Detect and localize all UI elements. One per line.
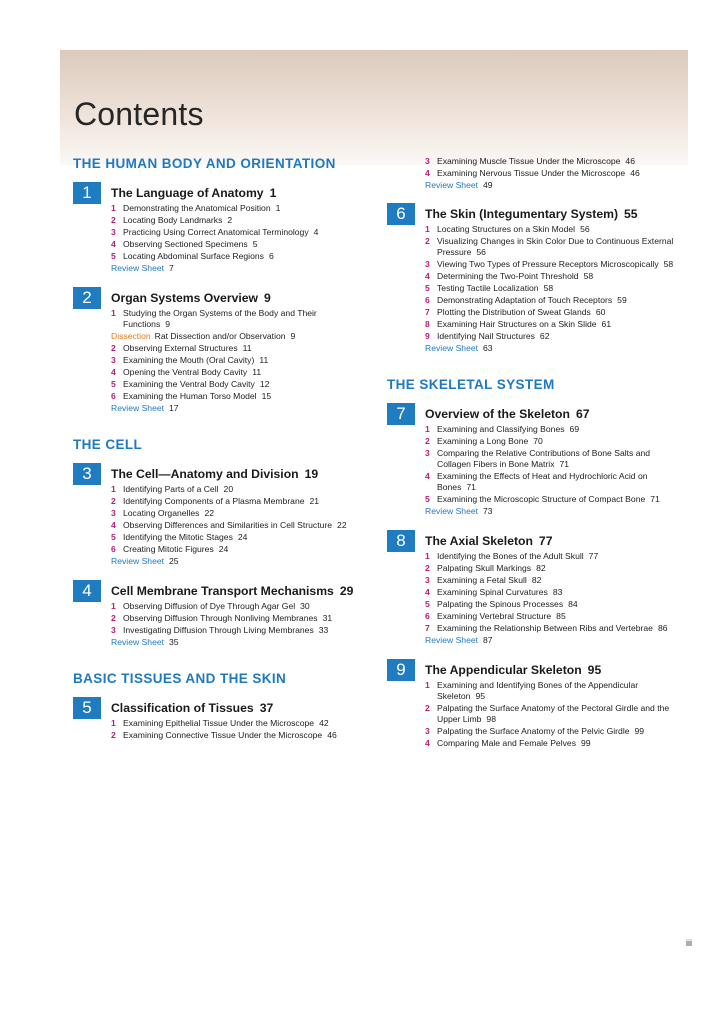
chapter-number-badge: 9 xyxy=(387,659,415,681)
exercise-page-number: 22 xyxy=(204,508,214,518)
review-sheet-link[interactable] xyxy=(425,180,677,191)
exercise-page-number: 6 xyxy=(268,251,274,261)
exercise-title: Examining the Ventral Body Cavity xyxy=(123,379,255,389)
exercise-item[interactable] xyxy=(111,215,363,226)
chapter-3 xyxy=(73,463,363,567)
review-sheet-page-number: 49 xyxy=(483,180,493,190)
exercise-number: 2 xyxy=(111,343,116,353)
exercise-item[interactable] xyxy=(111,730,363,741)
exercise-number: 1 xyxy=(425,424,430,434)
exercise-item[interactable] xyxy=(111,391,363,402)
exercise-number: 7 xyxy=(425,623,430,633)
exercise-title: Examining the Relationship Between Ribs and Vertebrae xyxy=(437,623,653,633)
exercise-page-number: 59 xyxy=(617,295,627,305)
review-sheet-page-number: 87 xyxy=(483,635,493,645)
exercise-item[interactable] xyxy=(425,599,677,610)
exercise-number: 4 xyxy=(111,367,116,377)
chapter-number-badge: 5 xyxy=(73,697,101,719)
exercise-number: 4 xyxy=(111,520,116,530)
exercise-title: Examining the Mouth (Oral Cavity) xyxy=(123,355,255,365)
exercise-title: Observing Differences and Similarities in Cell Structure xyxy=(123,520,333,530)
exercise-page-number: 82 xyxy=(536,563,546,573)
exercise-title: Visualizing Changes in Skin Color Due to Continuous External Pressure xyxy=(437,236,674,257)
exercise-number: 3 xyxy=(111,227,116,237)
review-sheet-link[interactable] xyxy=(111,637,363,648)
exercise-title: Examining a Long Bone xyxy=(437,436,529,446)
exercise-number: 6 xyxy=(111,544,116,554)
exercise-number: 1 xyxy=(425,680,430,690)
exercise-title: Examining and Classifying Bones xyxy=(437,424,565,434)
exercise-number: 1 xyxy=(111,718,116,728)
exercise-item[interactable] xyxy=(425,331,677,342)
exercise-number: 1 xyxy=(425,224,430,234)
chapter-5 xyxy=(73,697,363,741)
exercise-page-number: 60 xyxy=(595,307,606,317)
exercise-title: Creating Mitotic Figures xyxy=(123,544,214,554)
exercise-number: 1 xyxy=(111,484,116,494)
exercise-page-number: 24 xyxy=(237,532,248,542)
exercise-title: Determining the Two-Point Threshold xyxy=(437,271,579,281)
review-sheet-page-number: 73 xyxy=(483,506,493,516)
exercise-page-number: 69 xyxy=(569,424,580,434)
chapter-title-text: Cell Membrane Transport Mechanisms xyxy=(111,584,334,598)
review-sheet-label: Review Sheet xyxy=(111,403,165,413)
exercise-title: Locating Structures on a Skin Model xyxy=(437,224,576,234)
chapter-number-badge: 8 xyxy=(387,530,415,552)
exercise-number: 1 xyxy=(111,601,116,611)
chapter-title-text: The Language of Anatomy xyxy=(111,186,264,200)
exercise-number: 4 xyxy=(425,168,430,178)
chapter-page-number: 95 xyxy=(587,663,602,677)
chapter-title[interactable] xyxy=(425,203,677,222)
exercise-number: 8 xyxy=(425,319,430,329)
exercise-page-number: 11 xyxy=(242,343,252,353)
right-column xyxy=(387,156,677,762)
exercise-item[interactable] xyxy=(425,680,677,702)
exercise-title: Comparing the Relative Contributions of Bone Salts and Collagen Fibers in Bone Matrix xyxy=(437,448,651,469)
chapter-title[interactable] xyxy=(111,580,363,599)
exercise-page-number: 2 xyxy=(227,215,233,225)
exercise-title: Examining Connective Tissue Under the Microscope xyxy=(123,730,323,740)
exercise-number: 4 xyxy=(111,239,116,249)
exercise-number: 5 xyxy=(425,599,430,609)
exercise-item[interactable] xyxy=(111,601,363,612)
exercise-title: Palpating Skull Markings xyxy=(437,563,532,573)
exercise-title: Identifying the Bones of the Adult Skull xyxy=(437,551,584,561)
exercise-title: Examining the Human Torso Model xyxy=(123,391,257,401)
exercise-page-number: 31 xyxy=(322,613,333,623)
chapter-number-badge: 1 xyxy=(73,182,101,204)
exercise-item[interactable] xyxy=(111,484,363,495)
exercise-title: Plotting the Distribution of Sweat Glands xyxy=(437,307,591,317)
exercise-page-number: 58 xyxy=(543,283,554,293)
exercise-page-number: 61 xyxy=(601,319,612,329)
exercise-page-number: 82 xyxy=(531,575,542,585)
page-title: Contents xyxy=(74,96,204,132)
exercise-number: 3 xyxy=(425,726,430,736)
exercise-number: 4 xyxy=(425,587,430,597)
exercise-item[interactable] xyxy=(111,496,363,507)
section-heading: THE SKELETAL SYSTEM xyxy=(387,377,555,392)
exercise-number: 2 xyxy=(425,436,430,446)
exercise-item[interactable] xyxy=(111,625,363,636)
exercise-item[interactable] xyxy=(425,587,677,598)
exercise-number: 3 xyxy=(425,259,430,269)
chapter-4 xyxy=(73,580,363,648)
exercise-page-number: 83 xyxy=(552,587,563,597)
chapter-number-badge: 7 xyxy=(387,403,415,425)
left-column xyxy=(73,156,363,754)
exercise-page-number: 70 xyxy=(533,436,543,446)
exercise-number: 7 xyxy=(425,307,430,317)
exercise-item[interactable] xyxy=(425,271,677,282)
exercise-page-number: 30 xyxy=(300,601,310,611)
exercise-page-number: 56 xyxy=(476,247,486,257)
exercise-number: 6 xyxy=(111,391,116,401)
exercise-title: Identifying Nail Structures xyxy=(437,331,535,341)
review-sheet-label: Review Sheet xyxy=(425,343,479,353)
chapter-number-badge: 3 xyxy=(73,463,101,485)
exercise-title: Identifying Parts of a Cell xyxy=(123,484,219,494)
exercise-item[interactable] xyxy=(111,520,363,531)
exercise-title: Rat Dissection and/or Observation xyxy=(154,331,286,341)
review-sheet-label: Review Sheet xyxy=(111,556,165,566)
review-sheet-link[interactable] xyxy=(425,635,677,646)
review-sheet-page-number: 63 xyxy=(483,343,493,353)
exercise-title: Examining Epithelial Tissue Under the Microscope xyxy=(123,718,315,728)
exercise-title: Observing Diffusion Through Nonliving Membranes xyxy=(123,613,318,623)
exercise-title: Examining Hair Structures on a Skin Slide xyxy=(437,319,597,329)
section-gap xyxy=(73,427,363,437)
exercise-number: 3 xyxy=(111,625,116,635)
section-heading: THE HUMAN BODY AND ORIENTATION xyxy=(73,156,336,171)
section-gap xyxy=(73,661,363,671)
chapter-number-badge: 4 xyxy=(73,580,101,602)
review-sheet-link[interactable] xyxy=(425,343,677,354)
review-sheet-link[interactable] xyxy=(425,506,677,517)
chapter-title-text: Classification of Tissues xyxy=(111,701,254,715)
chapter-number-badge: 2 xyxy=(73,287,101,309)
review-sheet-page-number: 7 xyxy=(169,263,174,273)
exercise-number: 3 xyxy=(425,156,430,166)
exercise-item[interactable] xyxy=(111,308,363,330)
exercise-item[interactable] xyxy=(425,703,677,725)
review-sheet-page-number: 25 xyxy=(169,556,179,566)
exercise-item[interactable] xyxy=(425,295,677,306)
review-sheet-link[interactable] xyxy=(111,263,363,274)
chapter-title-text: Organ Systems Overview xyxy=(111,291,258,305)
exercise-page-number: 77 xyxy=(588,551,599,561)
exercise-item[interactable] xyxy=(425,575,677,586)
exercise-title: Demonstrating the Anatomical Position xyxy=(123,203,271,213)
section-heading: BASIC TISSUES AND THE SKIN xyxy=(73,671,287,686)
dissection-item[interactable] xyxy=(111,331,363,342)
exercise-page-number: 24 xyxy=(218,544,229,554)
chapter-page-number: 9 xyxy=(264,291,271,305)
chapter-title[interactable] xyxy=(111,463,363,482)
exercise-title: Examining a Fetal Skull xyxy=(437,575,527,585)
exercise-item[interactable] xyxy=(425,494,677,505)
exercise-number: 4 xyxy=(425,738,430,748)
chapter-2 xyxy=(73,287,363,414)
chapter-number-badge: 6 xyxy=(387,203,415,225)
exercise-page-number: 99 xyxy=(581,738,591,748)
exercise-item[interactable] xyxy=(111,227,363,238)
exercise-title: Testing Tactile Localization xyxy=(437,283,539,293)
exercise-item[interactable] xyxy=(425,551,677,562)
exercise-number: 2 xyxy=(111,496,116,506)
section-heading: THE CELL xyxy=(73,437,143,452)
exercise-page-number: 42 xyxy=(319,718,329,728)
exercise-title: Comparing Male and Female Pelves xyxy=(437,738,576,748)
exercise-title: Opening the Ventral Body Cavity xyxy=(123,367,248,377)
review-sheet-link[interactable] xyxy=(111,556,363,567)
exercise-item[interactable] xyxy=(425,319,677,330)
exercise-number: 1 xyxy=(425,551,430,561)
exercise-page-number: 46 xyxy=(327,730,337,740)
exercise-item[interactable] xyxy=(111,367,363,378)
exercise-title: Locating Abdominal Surface Regions xyxy=(123,251,264,261)
exercise-page-number: 95 xyxy=(475,691,486,701)
exercise-number: 3 xyxy=(111,508,116,518)
exercise-title: Observing Diffusion of Dye Through Agar Gel xyxy=(123,601,296,611)
exercise-page-number: 46 xyxy=(625,156,635,166)
exercise-title: Examining the Microscopic Structure of Compact Bone xyxy=(437,494,646,504)
exercise-item[interactable] xyxy=(425,236,677,258)
chapter-9 xyxy=(387,659,677,749)
exercise-page-number: 21 xyxy=(309,496,320,506)
exercise-item[interactable] xyxy=(111,251,363,262)
exercise-page-number: 58 xyxy=(583,271,594,281)
exercise-item[interactable] xyxy=(425,471,677,493)
review-sheet-label: Review Sheet xyxy=(425,635,479,645)
chapter-title-text: The Skin (Integumentary System) xyxy=(425,207,619,221)
review-sheet-label: Review Sheet xyxy=(425,506,479,516)
chapter-page-number: 77 xyxy=(538,534,553,548)
exercise-item[interactable] xyxy=(425,563,677,574)
exercise-title: Viewing Two Types of Pressure Receptors Microscopically xyxy=(437,259,659,269)
exercise-title: Observing Sectioned Specimens xyxy=(123,239,248,249)
exercise-item[interactable] xyxy=(425,156,677,167)
exercise-title: Studying the Organ Systems of the Body and Their Functions xyxy=(123,308,317,329)
exercise-page-number: 11 xyxy=(252,367,262,377)
exercise-title: Examining and Identifying Bones of the Appendicular Skeleton xyxy=(437,680,639,701)
exercise-page-number: 11 xyxy=(259,355,269,365)
review-sheet-link[interactable] xyxy=(111,403,363,414)
exercise-page-number: 71 xyxy=(650,494,660,504)
exercise-number: 4 xyxy=(425,271,430,281)
chapter-title[interactable] xyxy=(111,182,363,201)
exercise-number: 3 xyxy=(111,355,116,365)
chapter-title[interactable] xyxy=(425,530,677,549)
exercise-title: Examining the Effects of Heat and Hydrochloric Acid on Bones xyxy=(437,471,648,492)
exercise-title: Demonstrating Adaptation of Touch Receptors xyxy=(437,295,613,305)
chapter-8 xyxy=(387,530,677,646)
chapter-title[interactable] xyxy=(425,403,677,422)
chapter-title[interactable] xyxy=(425,659,677,678)
exercise-title: Observing External Structures xyxy=(123,343,238,353)
exercise-number: 2 xyxy=(111,613,116,623)
chapter-title[interactable] xyxy=(111,697,363,716)
chapter-page-number: 55 xyxy=(624,207,638,221)
exercise-item[interactable] xyxy=(425,623,677,634)
exercise-item[interactable] xyxy=(111,355,363,366)
exercise-page-number: 84 xyxy=(568,599,578,609)
exercise-title: Palpating the Spinous Processes xyxy=(437,599,564,609)
review-sheet-page-number: 17 xyxy=(169,403,179,413)
exercise-number: 2 xyxy=(111,730,116,740)
exercise-item[interactable] xyxy=(425,424,677,435)
review-sheet-label: Review Sheet xyxy=(111,263,165,273)
section-gap xyxy=(387,367,677,377)
exercise-number: 2 xyxy=(425,703,430,713)
chapter-title-text: The Cell—Anatomy and Division xyxy=(111,467,299,481)
exercise-page-number: 20 xyxy=(223,484,234,494)
exercise-page-number: 56 xyxy=(580,224,590,234)
exercise-number: 5 xyxy=(111,251,116,261)
exercise-item[interactable] xyxy=(111,613,363,624)
chapter-page-number: 29 xyxy=(339,584,354,598)
exercise-number: 1 xyxy=(111,308,116,318)
exercise-title: Palpating the Surface Anatomy of the Pelvic Girdle xyxy=(437,726,630,736)
exercise-number: 2 xyxy=(425,563,430,573)
exercise-item[interactable] xyxy=(425,738,677,749)
exercise-page-number: 33 xyxy=(318,625,329,635)
exercise-item[interactable] xyxy=(425,307,677,318)
exercise-page-number: 62 xyxy=(539,331,550,341)
exercise-item[interactable] xyxy=(111,203,363,214)
exercise-title: Palpating the Surface Anatomy of the Pectoral Girdle and the Upper Limb xyxy=(437,703,670,724)
chapter-title-text: The Axial Skeleton xyxy=(425,534,533,548)
exercise-title: Practicing Using Correct Anatomical Terminology xyxy=(123,227,309,237)
exercise-item[interactable] xyxy=(425,224,677,235)
exercise-page-number: 99 xyxy=(634,726,645,736)
exercise-item[interactable] xyxy=(425,283,677,294)
exercise-item[interactable] xyxy=(425,611,677,622)
exercise-number: 5 xyxy=(425,283,430,293)
exercise-number: 2 xyxy=(111,215,116,225)
chapter-title-text: Overview of the Skeleton xyxy=(425,407,570,421)
exercise-item[interactable] xyxy=(111,508,363,519)
page-number: iii xyxy=(686,938,692,948)
contents-page xyxy=(60,50,688,960)
chapter-page-number: 1 xyxy=(269,186,277,200)
exercise-page-number: 85 xyxy=(556,611,566,621)
chapter-page-number: 67 xyxy=(575,407,590,421)
exercise-title: Identifying the Mitotic Stages xyxy=(123,532,233,542)
review-sheet-page-number: 35 xyxy=(169,637,179,647)
exercise-page-number: 5 xyxy=(252,239,258,249)
exercise-number: 5 xyxy=(111,532,116,542)
exercise-number: 1 xyxy=(111,203,116,213)
exercise-page-number: 98 xyxy=(486,714,496,724)
exercise-item[interactable] xyxy=(111,343,363,354)
exercise-item[interactable] xyxy=(111,718,363,729)
exercise-item[interactable] xyxy=(111,544,363,555)
chapter-6 xyxy=(387,203,677,354)
chapter-title[interactable] xyxy=(111,287,363,306)
exercise-title: Examining Vertebral Structure xyxy=(437,611,552,621)
exercise-title: Identifying Components of a Plasma Membrane xyxy=(123,496,305,506)
exercise-title: Examining Spinal Curvatures xyxy=(437,587,548,597)
exercise-page-number: 4 xyxy=(313,227,319,237)
exercise-title: Investigating Diffusion Through Living Membranes xyxy=(123,625,314,635)
exercise-item[interactable] xyxy=(425,259,677,270)
exercise-number: 3 xyxy=(425,448,430,458)
exercise-page-number: 9 xyxy=(290,331,296,341)
exercise-number: 5 xyxy=(111,379,116,389)
exercise-item[interactable] xyxy=(111,532,363,543)
chapter-page-number: 37 xyxy=(259,701,274,715)
exercise-page-number: 9 xyxy=(165,319,171,329)
exercise-page-number: 46 xyxy=(630,168,640,178)
chapter-7 xyxy=(387,403,677,517)
exercise-page-number: 15 xyxy=(261,391,272,401)
exercise-page-number: 22 xyxy=(337,520,347,530)
chapter-page-number: 19 xyxy=(304,467,319,481)
exercise-page-number: 86 xyxy=(657,623,668,633)
exercise-number: 9 xyxy=(425,331,430,341)
exercise-page-number: 58 xyxy=(663,259,674,269)
exercise-page-number: 71 xyxy=(559,459,570,469)
exercise-page-number: 1 xyxy=(275,203,281,213)
exercise-page-number: 12 xyxy=(259,379,270,389)
exercise-number: 5 xyxy=(425,494,430,504)
exercise-item[interactable] xyxy=(425,168,677,179)
exercise-page-number: 71 xyxy=(466,482,476,492)
exercise-number: 2 xyxy=(425,236,430,246)
exercise-item[interactable] xyxy=(111,239,363,250)
exercise-title: Examining Muscle Tissue Under the Microscope xyxy=(437,156,621,166)
exercise-number: 6 xyxy=(425,611,430,621)
review-sheet-label: Review Sheet xyxy=(425,180,479,190)
exercise-number: 4 xyxy=(425,471,430,481)
exercise-item[interactable] xyxy=(111,379,363,390)
exercise-number: 6 xyxy=(425,295,430,305)
exercise-title: Locating Body Landmarks xyxy=(123,215,223,225)
dissection-label: Dissection xyxy=(111,331,151,341)
chapter-1 xyxy=(73,182,363,274)
chapter-title-text: The Appendicular Skeleton xyxy=(425,663,582,677)
exercise-number: 3 xyxy=(425,575,430,585)
chapter-continued xyxy=(387,156,677,191)
exercise-item[interactable] xyxy=(425,726,677,737)
review-sheet-label: Review Sheet xyxy=(111,637,165,647)
exercise-item[interactable] xyxy=(425,448,677,470)
exercise-title: Locating Organelles xyxy=(123,508,200,518)
exercise-item[interactable] xyxy=(425,436,677,447)
exercise-title: Examining Nervous Tissue Under the Microscope xyxy=(437,168,626,178)
